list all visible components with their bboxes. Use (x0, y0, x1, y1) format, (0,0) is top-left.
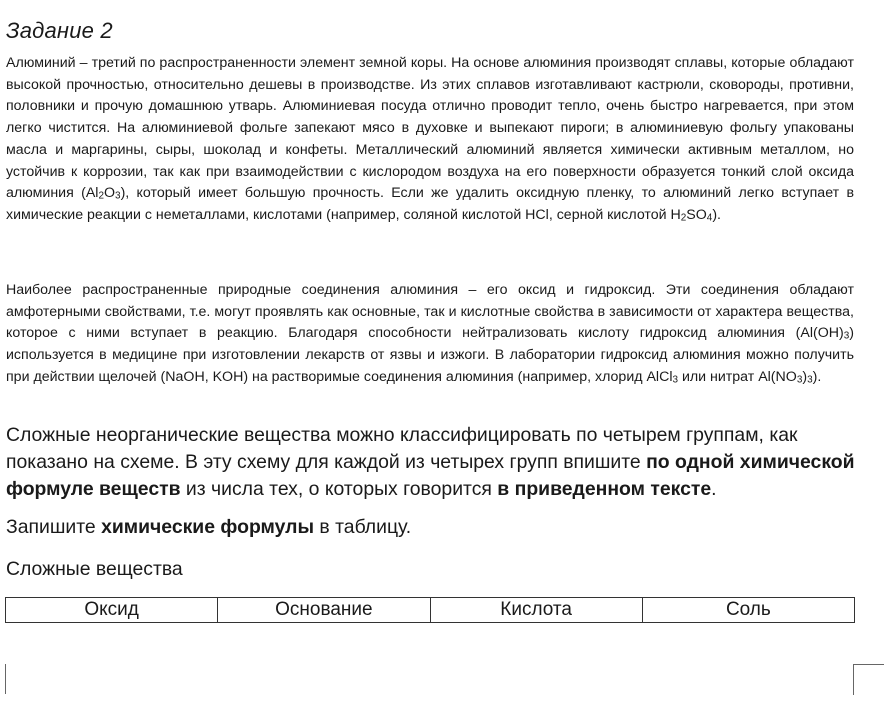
page-corner-mark-right (853, 664, 884, 695)
page-corner-mark-left (0, 664, 6, 694)
task-statement: Сложные неорганические вещества можно классифицировать по четырем группам, как показано на схеме. В эту схему для каждой из четырех групп впишите по одной химической формуле веществ из числа тех, о которых говорится в приведенном тексте. (6, 424, 855, 500)
header-oxide[interactable]: Оксид (6, 598, 218, 623)
header-acid[interactable]: Кислота (430, 598, 642, 623)
header-base[interactable]: Основание (218, 598, 430, 623)
table-header-row (6, 598, 855, 623)
paragraph-aluminum-overview: Алюминий – третий по распространенности элемент земной коры. На основе алюминия производят сплавы, которые обладают высокой прочностью, относительно дешевы в производстве. Из этих сплавов изготавливают кастрюли, сковороды, противни, половники и прочую домашнюю утварь. Алюминиевая посуда отлично проводит тепло, очень быстро нагревается, при этом легко чистится. На алюминиевой фольге запекают мясо в духовке и выпекают пироги; в алюминиевую фольгу упакованы масла и маргарины, сыры, шоколад и конфеты. Металлический алюминий является химически активным металлом, но устойчив к коррозии, так как при взаимодействии с кислородом воздуха на его поверхности образуется тонкий слой оксида алюминия $(Al_2O_3)$, который имеет большую прочность. Если же удалить оксидную пленку, то алюминий легко вступает в химические реакции с неметаллами, кислотами (например, соляной кислотой HCl, серной кислотой $H_2SO_4$). (6, 55, 854, 224)
header-salt[interactable]: Соль (642, 598, 854, 623)
answer-table (5, 597, 855, 623)
task-title: Задание 2 (6, 18, 113, 43)
paragraph-aluminum-compounds: Наиболее распространенные природные соединения алюминия – его оксид и гидроксид. Эти соединения обладают амфотерными свойствами, т.е. могут проявлять как основные, так и кислотные свойства в зависимости от характера вещества, которое с ними вступает в реакцию. Благодаря способности нейтрализовать кислоту гидроксид алюминия $(Al(OH)_3)$ используется в медицине при изготовлении лекарств от язвы и изжоги. В лаборатории гидроксид алюминия можно получить при действии щелочей (NaOH, KOH) на растворимые соединения алюминия (например, хлорид AlCl$_3$ или нитрат $Al(NO_3)_3$). (6, 282, 854, 386)
task-instruction: Запишите химические формулы в таблицу. (6, 516, 412, 538)
table-caption: Сложные вещества (6, 558, 183, 580)
